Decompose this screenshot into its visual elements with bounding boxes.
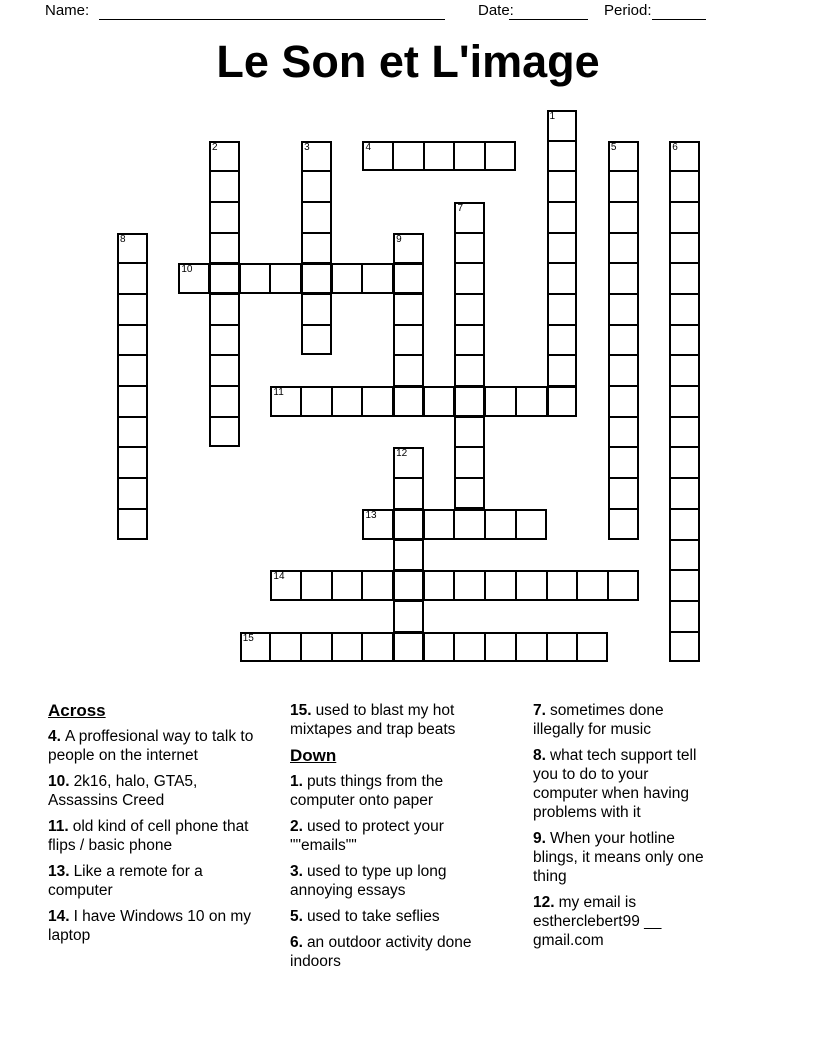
grid-cell[interactable] bbox=[454, 447, 485, 478]
grid-cell[interactable] bbox=[454, 141, 485, 172]
clue-text: an outdoor activity done indoors bbox=[290, 934, 472, 970]
grid-cell[interactable] bbox=[301, 386, 332, 417]
grid-cell[interactable] bbox=[669, 447, 700, 478]
grid-cell[interactable] bbox=[393, 509, 424, 540]
clue-text: I have Windows 10 on my laptop bbox=[48, 908, 252, 944]
grid-cell[interactable] bbox=[577, 570, 608, 601]
grid-cell[interactable] bbox=[669, 355, 700, 386]
grid-cell[interactable] bbox=[454, 417, 485, 448]
grid-cell[interactable] bbox=[516, 509, 547, 540]
clue-2-down bbox=[290, 817, 486, 855]
clue-text: old kind of cell phone that flips / basic phone bbox=[48, 818, 249, 854]
grid-cell[interactable] bbox=[117, 447, 148, 478]
grid-cell[interactable] bbox=[209, 171, 240, 202]
grid-cell[interactable] bbox=[485, 141, 516, 172]
grid-cell[interactable] bbox=[301, 325, 332, 356]
grid-cell[interactable] bbox=[547, 171, 578, 202]
clue-column-right bbox=[533, 701, 713, 957]
grid-cell[interactable] bbox=[209, 355, 240, 386]
grid-cell[interactable] bbox=[454, 570, 485, 601]
grid-number-6: 6 bbox=[672, 141, 678, 153]
grid-cell[interactable] bbox=[547, 141, 578, 172]
grid-cell[interactable] bbox=[393, 540, 424, 571]
clue-6-down bbox=[290, 933, 486, 971]
grid-cell[interactable] bbox=[117, 294, 148, 325]
grid-cell[interactable] bbox=[301, 233, 332, 264]
clue-column-middle bbox=[290, 701, 486, 978]
grid-cell[interactable] bbox=[424, 141, 455, 172]
grid-cell[interactable] bbox=[209, 417, 240, 448]
grid-cell[interactable] bbox=[516, 570, 547, 601]
grid-cell[interactable] bbox=[424, 632, 455, 663]
grid-cell[interactable] bbox=[270, 632, 301, 663]
grid-cell[interactable] bbox=[362, 570, 393, 601]
clue-text: When your hotline blings, it means only one thing bbox=[533, 830, 704, 885]
grid-cell[interactable] bbox=[608, 570, 639, 601]
clue-number: 1. bbox=[290, 773, 303, 790]
grid-cell[interactable] bbox=[669, 386, 700, 417]
clue-14-across bbox=[48, 907, 254, 945]
grid-cell[interactable] bbox=[547, 202, 578, 233]
grid-cell[interactable] bbox=[608, 294, 639, 325]
grid-cell[interactable] bbox=[209, 325, 240, 356]
grid-cell[interactable] bbox=[485, 386, 516, 417]
clue-10-across bbox=[48, 772, 254, 810]
down-heading: Down bbox=[290, 746, 337, 765]
clue-8-down bbox=[533, 746, 713, 822]
grid-cell[interactable] bbox=[209, 233, 240, 264]
grid-cell[interactable] bbox=[209, 263, 240, 294]
clue-number: 14. bbox=[48, 908, 70, 925]
grid-cell[interactable] bbox=[393, 325, 424, 356]
clue-11-across bbox=[48, 817, 254, 855]
grid-cell[interactable] bbox=[669, 632, 700, 663]
grid-cell[interactable] bbox=[454, 325, 485, 356]
grid-cell[interactable] bbox=[516, 386, 547, 417]
grid-cell[interactable] bbox=[209, 386, 240, 417]
grid-cell[interactable] bbox=[117, 325, 148, 356]
clue-text: sometimes done illegally for music bbox=[533, 702, 664, 738]
clue-12-down bbox=[533, 893, 713, 950]
clue-number: 3. bbox=[290, 863, 303, 880]
grid-cell[interactable] bbox=[424, 570, 455, 601]
clue-number: 5. bbox=[290, 908, 303, 925]
grid-cell[interactable] bbox=[669, 171, 700, 202]
grid-cell[interactable] bbox=[547, 233, 578, 264]
grid-cell[interactable] bbox=[454, 233, 485, 264]
grid-cell[interactable] bbox=[516, 632, 547, 663]
grid-number-5: 5 bbox=[610, 141, 617, 153]
clue-number: 6. bbox=[290, 934, 303, 951]
grid-cell[interactable] bbox=[332, 263, 363, 294]
grid-cell[interactable] bbox=[332, 386, 363, 417]
grid-cell[interactable] bbox=[454, 632, 485, 663]
clue-13-across bbox=[48, 862, 254, 900]
grid-cell[interactable] bbox=[608, 263, 639, 294]
clue-number: 9. bbox=[533, 830, 546, 847]
grid-cell[interactable] bbox=[270, 263, 301, 294]
grid-cell[interactable] bbox=[669, 540, 700, 571]
across-heading: Across bbox=[48, 701, 106, 720]
grid-cell[interactable] bbox=[209, 294, 240, 325]
clue-text: used to blast my hot mixtapes and trap beats bbox=[290, 702, 456, 738]
grid-cell[interactable] bbox=[301, 570, 332, 601]
grid-cell[interactable] bbox=[669, 263, 700, 294]
clue-text: what tech support tell you to do to your computer when having problems with it bbox=[533, 747, 697, 821]
grid-number-7: 7 bbox=[457, 203, 464, 215]
grid-cell[interactable] bbox=[117, 386, 148, 417]
grid-cell[interactable] bbox=[209, 202, 240, 233]
name-label: Name: bbox=[45, 2, 90, 19]
grid-cell[interactable] bbox=[547, 355, 578, 386]
grid-cell[interactable] bbox=[669, 601, 700, 632]
grid-cell[interactable] bbox=[669, 202, 700, 233]
grid-cell[interactable] bbox=[332, 570, 363, 601]
grid-cell[interactable] bbox=[547, 263, 578, 294]
grid-cell[interactable] bbox=[485, 632, 516, 663]
grid-number-10: 10 bbox=[181, 264, 193, 276]
grid-cell[interactable] bbox=[424, 509, 455, 540]
grid-cell[interactable] bbox=[362, 632, 393, 663]
grid-cell[interactable] bbox=[454, 355, 485, 386]
clue-15-across bbox=[290, 701, 486, 739]
grid-cell[interactable] bbox=[577, 632, 608, 663]
grid-cell[interactable] bbox=[547, 386, 578, 417]
grid-cell[interactable] bbox=[117, 355, 148, 386]
grid-cell[interactable] bbox=[301, 202, 332, 233]
grid-cell[interactable] bbox=[117, 263, 148, 294]
grid-number-11: 11 bbox=[273, 387, 284, 399]
grid-number-1: 1 bbox=[549, 111, 556, 122]
grid-number-2: 2 bbox=[212, 141, 218, 153]
grid-cell[interactable] bbox=[608, 325, 639, 356]
clue-number: 13. bbox=[48, 863, 70, 880]
grid-cell[interactable] bbox=[547, 294, 578, 325]
grid-cell[interactable] bbox=[117, 417, 148, 448]
clue-text: puts things from the computer onto paper bbox=[290, 773, 444, 809]
grid-cell[interactable] bbox=[301, 632, 332, 663]
grid-cell[interactable] bbox=[393, 632, 424, 663]
clue-text: used to protect your ""emails"" bbox=[290, 818, 444, 854]
grid-cell[interactable] bbox=[669, 509, 700, 540]
grid-cell[interactable] bbox=[608, 202, 639, 233]
clue-3-down bbox=[290, 862, 486, 900]
clue-number: 11. bbox=[48, 818, 69, 835]
grid-cell[interactable] bbox=[454, 478, 485, 509]
clue-text: used to type up long annoying essays bbox=[290, 863, 447, 899]
clue-number: 2. bbox=[290, 818, 303, 835]
puzzle-title: Le Son et L'image bbox=[216, 36, 600, 87]
grid-cell[interactable] bbox=[547, 632, 578, 663]
clue-4-across bbox=[48, 727, 254, 765]
grid-cell[interactable] bbox=[608, 447, 639, 478]
grid-cell[interactable] bbox=[117, 509, 148, 540]
clue-number: 15. bbox=[290, 702, 312, 719]
grid-cell[interactable] bbox=[393, 478, 424, 509]
clue-text: 2k16, halo, GTA5, Assassins Creed bbox=[48, 773, 198, 809]
clue-number: 8. bbox=[533, 747, 546, 764]
grid-cell[interactable] bbox=[301, 171, 332, 202]
clue-text: used to take seflies bbox=[306, 908, 440, 925]
grid-cell[interactable] bbox=[454, 386, 485, 417]
grid-cell[interactable] bbox=[608, 233, 639, 264]
grid-cell[interactable] bbox=[301, 294, 332, 325]
grid-cell[interactable] bbox=[424, 386, 455, 417]
grid-cell[interactable] bbox=[669, 325, 700, 356]
clue-number: 7. bbox=[533, 702, 546, 719]
grid-cell[interactable] bbox=[608, 417, 639, 448]
grid-cell[interactable] bbox=[393, 601, 424, 632]
grid-cell[interactable] bbox=[362, 386, 393, 417]
clue-7-down bbox=[533, 701, 713, 739]
clue-text: Like a remote for a computer bbox=[48, 863, 203, 899]
grid-cell[interactable] bbox=[669, 233, 700, 264]
grid-cell[interactable] bbox=[669, 570, 700, 601]
grid-cell[interactable] bbox=[393, 263, 424, 294]
grid-number-4: 4 bbox=[365, 141, 371, 153]
grid-cell[interactable] bbox=[608, 171, 639, 202]
grid-cell[interactable] bbox=[393, 294, 424, 325]
grid-cell[interactable] bbox=[547, 570, 578, 601]
period-label: Period: bbox=[604, 2, 652, 19]
grid-cell[interactable] bbox=[240, 263, 271, 294]
grid-cell[interactable] bbox=[393, 141, 424, 172]
clue-number: 12. bbox=[533, 894, 555, 911]
clue-9-down bbox=[533, 829, 713, 886]
grid-cell[interactable] bbox=[301, 263, 332, 294]
grid-cell[interactable] bbox=[117, 478, 148, 509]
grid-cell[interactable] bbox=[608, 386, 639, 417]
grid-cell[interactable] bbox=[608, 355, 639, 386]
grid-cell[interactable] bbox=[547, 325, 578, 356]
grid-number-15: 15 bbox=[242, 632, 254, 644]
grid-cell[interactable] bbox=[669, 294, 700, 325]
grid-cell[interactable] bbox=[485, 570, 516, 601]
clue-number: 4. bbox=[48, 728, 61, 745]
grid-cell[interactable] bbox=[669, 417, 700, 448]
date-label: Date: bbox=[478, 2, 514, 19]
grid-number-13: 13 bbox=[365, 509, 377, 521]
clue-column-across bbox=[48, 701, 254, 952]
clue-text: my email is estherclebert99 __ gmail.com bbox=[533, 894, 662, 949]
clue-text: A proffesional way to talk to people on the internet bbox=[48, 728, 254, 764]
grid-cell[interactable] bbox=[393, 355, 424, 386]
grid-cell[interactable] bbox=[608, 478, 639, 509]
grid-cell[interactable] bbox=[362, 263, 393, 294]
grid-cell[interactable] bbox=[454, 509, 485, 540]
grid-number-3: 3 bbox=[304, 141, 310, 153]
grid-cell[interactable] bbox=[454, 263, 485, 294]
grid-cell[interactable] bbox=[608, 509, 639, 540]
grid-number-9: 9 bbox=[396, 233, 402, 245]
clue-1-down bbox=[290, 772, 486, 810]
grid-cell[interactable] bbox=[332, 632, 363, 663]
grid-number-8: 8 bbox=[120, 233, 126, 245]
grid-number-12: 12 bbox=[396, 448, 408, 460]
grid-cell[interactable] bbox=[485, 509, 516, 540]
clue-number: 10. bbox=[48, 773, 70, 790]
grid-cell[interactable] bbox=[669, 478, 700, 509]
clue-5-down bbox=[290, 907, 486, 926]
grid-cell[interactable] bbox=[393, 386, 424, 417]
grid-cell[interactable] bbox=[454, 294, 485, 325]
grid-cell[interactable] bbox=[393, 570, 424, 601]
grid-number-14: 14 bbox=[273, 571, 285, 583]
